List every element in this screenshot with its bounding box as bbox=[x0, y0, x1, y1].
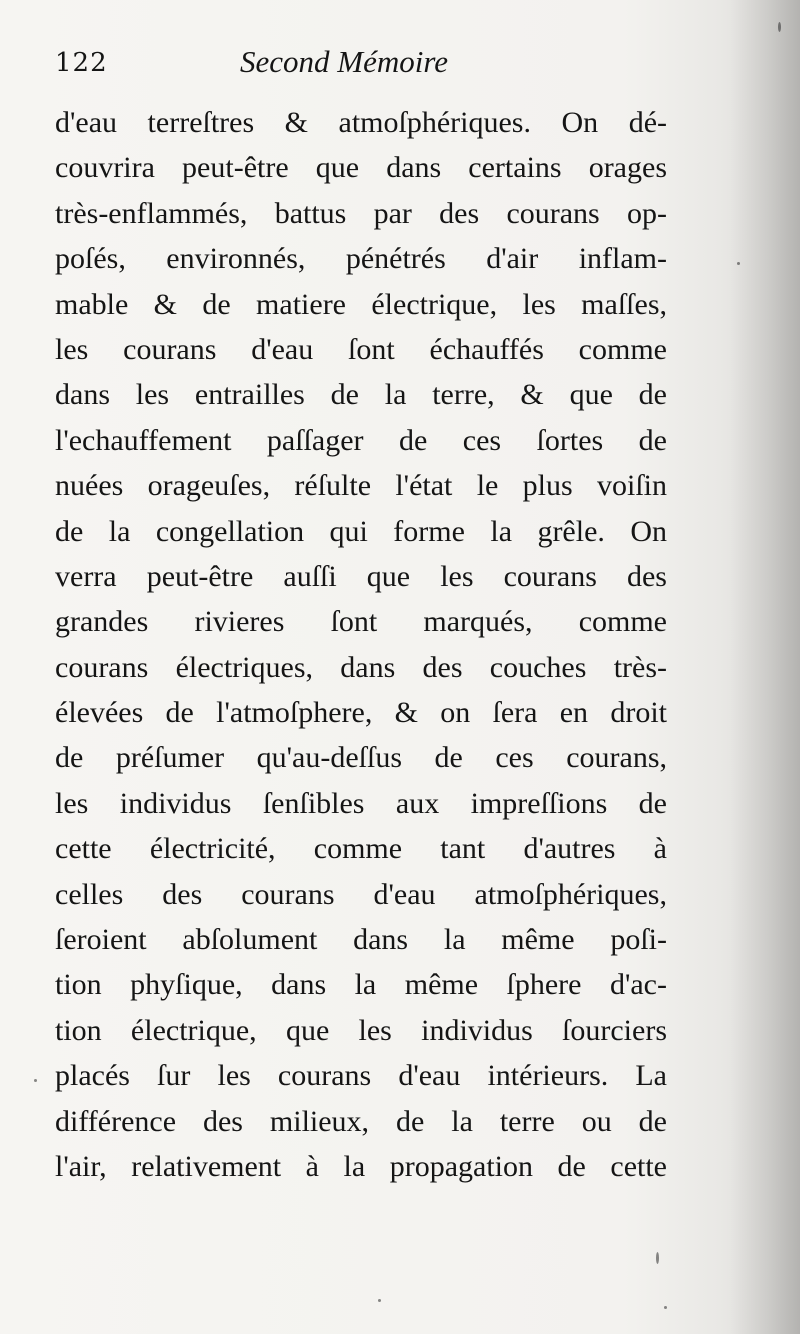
paper-speck bbox=[664, 1306, 667, 1309]
text-line: celles des courans d'eau atmoſphériques, bbox=[55, 877, 667, 911]
text-line: d'eau terreſtres & atmoſphériques. On dé- bbox=[55, 106, 667, 139]
text-line: placés ſur les courans d'eau intérieurs. La bbox=[55, 1059, 667, 1093]
text-line: de la congellation qui forme la grêle. On bbox=[55, 514, 667, 548]
text-line: dans les entrailles de la terre, & que de bbox=[55, 378, 667, 412]
text-line: cette électricité, comme tant d'autres à bbox=[55, 832, 667, 866]
text-line: courans électriques, dans des couches très- bbox=[55, 650, 667, 684]
page-number: 122 bbox=[55, 48, 108, 78]
text-line: différence des milieux, de la terre ou de bbox=[55, 1104, 667, 1138]
paper-speck bbox=[378, 1299, 381, 1302]
text-line: de préſumer qu'au-deſſus de ces courans, bbox=[55, 741, 667, 775]
text-line: verra peut-être auſſi que les courans des bbox=[55, 559, 667, 593]
text-line: l'air, relativement à la propagation de cette bbox=[55, 1149, 667, 1183]
text-line: couvrira peut-être que dans certains orages bbox=[55, 151, 667, 185]
text-line: mable & de matiere électrique, les maſſes, bbox=[55, 287, 667, 321]
text-line: poſés, environnés, pénétrés d'air inflam- bbox=[55, 242, 667, 276]
text-line: nuées orageuſes, réſulte l'état le plus voiſin bbox=[55, 469, 667, 503]
text-line: très-enflammés, battus par des courans op- bbox=[55, 196, 667, 230]
paper-speck bbox=[656, 1252, 659, 1264]
text-line: tion électrique, que les individus ſourciers bbox=[55, 1013, 667, 1047]
text-line: les courans d'eau ſont échauffés comme bbox=[55, 332, 667, 366]
running-title: Second Mémoire bbox=[240, 44, 449, 79]
paper-speck bbox=[737, 262, 740, 265]
page-header bbox=[55, 44, 670, 92]
text-line: tion phyſique, dans la même ſphere d'ac- bbox=[55, 968, 667, 1002]
text-line: ſeroient abſolument dans la même poſi- bbox=[55, 923, 667, 957]
paper-speck bbox=[778, 22, 781, 32]
text-line: grandes rivieres ſont marqués, comme bbox=[55, 605, 667, 639]
text-line: les individus ſenſibles aux impreſſions de bbox=[55, 786, 667, 820]
page-edge-shadow bbox=[730, 0, 800, 1334]
paper-speck bbox=[34, 1079, 37, 1082]
text-line: élevées de l'atmoſphere, & on ſera en droit bbox=[55, 696, 667, 730]
body-text bbox=[55, 100, 667, 1189]
text-line: l'echauffement paſſager de ces ſortes de bbox=[55, 423, 667, 457]
